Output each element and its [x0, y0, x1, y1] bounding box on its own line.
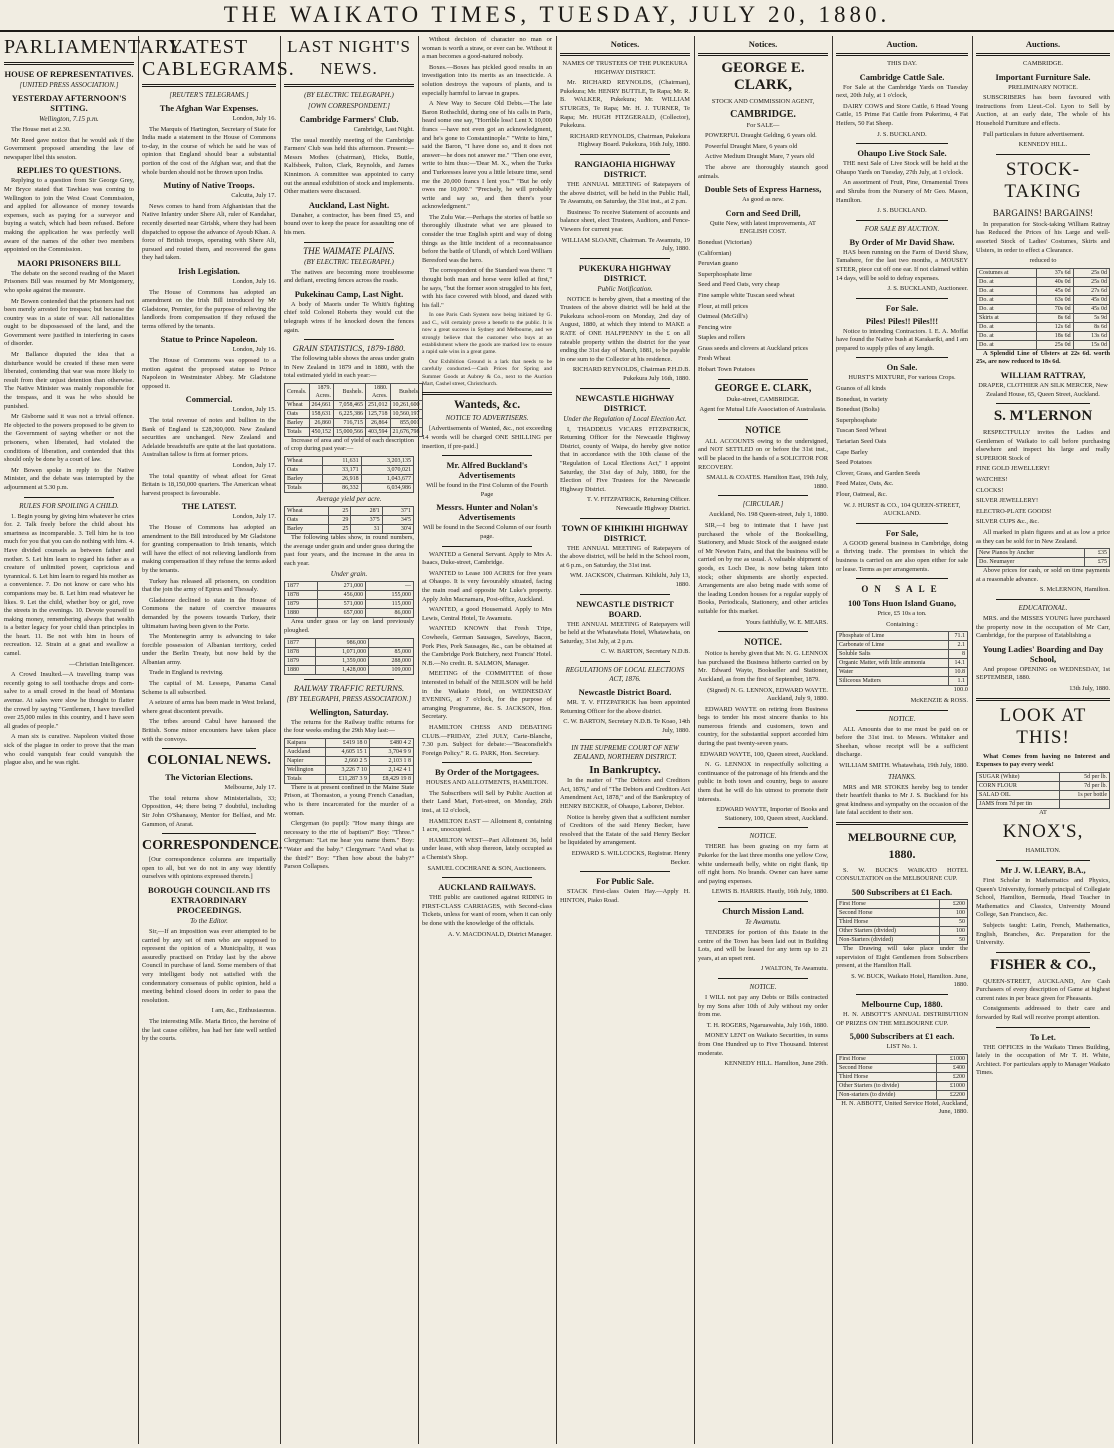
column-rule	[832, 36, 833, 1444]
table-row: Do. at 70s 0d 45s 0d	[977, 304, 1110, 313]
table-row: 1878 1,071,000 85,000	[285, 647, 414, 656]
section-heading: LATEST CABLEGRAMS.	[142, 36, 295, 80]
table-row: Auckland 4,605 15 1 3,704 9 9	[285, 747, 414, 756]
list-item: Clover, Grass, and Garden Seeds	[836, 469, 921, 477]
table-row: SUGAR (White) 5d per lb.	[977, 772, 1110, 781]
column-auction: Auction. THIS DAY. Cambridge Cattle Sale. For Sale at the Cambridge Yards on Tuesday next, 20th July, at 1 o'clock, DAIRY COWS and Store Cattle, 6 Head Young Cattle, 15 Prime Fat Cattle from Pukerimu, 4 Fat Heifers, 50 Fat Sheep. J. S. BUCKLAND. Ohaupo Live Stock Sale. THE next Sale of Live Stock will be held at the Ohaupo Yards on Tuesday, 27th July, at 1 o'clock. An assortment of Fruit, Pine, Ornamental Trees and Shrubs from the Nursery of Mr Geo. Mason, Hamilton. J. S. BUCKLAND. FOR SALE BY AUCTION. By Order of Mr David Shaw. HAS been running on the Farm of David Shaw, Tamahere, for the last two months, a MOUSEY STEER, piece cut off one ear. If not claimed within 14 days, will be sold to defray expenses. J. S. BUCKLAND, Auctioneer. For Sale. Piles! Piles!! Piles!!! Notice to intending Contractors. I. E. A. Moffat have found the Native bush at Karakariki, and I am prepared to supply piles of any length. On Sale. HURST'S MIXTURE, For various Crops. Guanos of all kinds Bonedust, in variety Bonedust (Bolts) Superphosphate Tuscan Seed Wheat Tartarian Seed Oats Cape Barley Seed Potatoes Clover, Grass, and Garden Seeds Feed Maize, Oats, &c. Flour, Oatmeal, &c. W. J. HURST & CO., 104 QUEEN-STREET, AUCKLAND. For Sale, A GOOD general business in Cambridge, doing a thriving trade. The premises in which the business is carried on are also open either for sale or lease. Terms as per arrangements. ON SALE 100 Tons Huon Island Guano, Price, £5 10s a ton. Containing : Phosphate of Lime 71.1 Carbonate of Lime 2.1 Soluble Salts 8 Organic Matter, with little ammonia 14.1 Water 10.8 Siliceous Matters 1.1 100.0 McKENZIE & ROSS. NOTICE. ALL Amounts due to me must be paid on or before the 31st inst. to Messrs. Whitaker and Sheehan, whose receipt will be a sufficient discharge. WILLIAM SMITH. Whatawhata, 19th July, 1880. THANKS. MRS and MR STOKES hereby beg to tender their heartfelt thanks to Mr J. S. Buckland for his great kindness and sympathy on the occasion of the late fatal accident to their son. MELBOURNE CUP, 1880. S. W. BUCK'S WAIKATO HOTEL CONSULTATION on the MELBOURNE CUP. 500 Subscribers at £1 Each. First Horse £200 Second Horse 100 Third Horse 50 Other Starters (divided) 100 Non-Starters (divided) 50 The Drawing will take place under the supervision of Eight Gentlemen from Subscribers present, at the Hamilton Hall. S. W. BUCK, Waikato Hotel, Hamilton. June, 1880. Melbourne Cup, 1880. H. N. ABBOTT'S ANNUAL DISTRIBUTION OF PRIZES ON THE MELBOURNE CUP. 5,000 Subscribers at £1 each. LIST No. 1. First Horse £1000 Second Horse £400 Third Horse £200 Other Starters (to divide) £1000 Non-starters (to divide) £2200 H. N. ABBOTT, United Service Hotel, Auckland, June, 1880.	[836, 39, 968, 1116]
list-item: Grass seeds and clovers at Auckland prices	[698, 344, 809, 352]
knox-name: KNOX'S,	[1002, 821, 1084, 843]
section-heading: CORRESPONDENCE.	[142, 838, 283, 854]
table-row: 1880 1,428,000 109,000	[285, 665, 414, 674]
list-item: Seed Potatoes	[836, 459, 872, 467]
tillage-table	[284, 581, 414, 618]
column-notices-2: Notices. GEORGE E. CLARK, STOCK AND COMMISSION AGENT, CAMBRIDGE. For SALE— POWERFUL Draught Gelding, 6 years old. Powerful Draught Mare, 6 years old Active Medium Draught Mare, 7 years old The above are thoroughly staunch good animals. Double Sets of Express Harness, As good as new. Corn and Seed Drill, Quite New, with latest improvements, AT ENGLISH COST. Bonedust (Victorian) (Californian) Peruvian guano Superphosphate lime Seed and Feed Oats, very cheap Fine sample white Tuscan seed wheat Flour, at mill prices Oatmeal (McGill's) Fencing wire Staples and rollers Grass seeds and clovers at Auckland prices Fresh Wheat Hobart Town Potatoes GEORGE E. CLARK, Duke-street, CAMBRIDGE. Agent for Mutual Life Association of Australasia. NOTICE ALL ACCOUNTS owing to the undersigned, and NOT SETTLED on or before the 31st inst., will be placed in the hands of a SOLICITOR FOR RECOVERY. SMALL & COATES. Hamilton East, 19th July, 1880. [CIRCULAR.] Auckland, No. 198 Queen-street, July 1, 1880. SIR,—I beg to intimate that I have just purchased the whole of the Bookselling, Stationery, and Music Stock of the assigned estate of Mr Newton Fairs, and that the business will be carried on by me as usual. A valuable shipment of goods, ex Loch Dee, is now being taken into stock; other shipments are shortly expected. Arrangements are also being made with some of the leading London houses for a regular supply of Books, Periodicals, Stationery, and other articles suitable for this market. Yours faithfully, W. E. MEARS. NOTICE. Notice is hereby given that Mr. N. G. LENNOX has purchased the Business hitherto carried on by Mr. Edward Wayte, Bookseller and Stationer, Auckland, as from the first of September, 1879. (Signed) N. G. LENNOX, EDWARD WAYTE. Auckland, July 9, 1880. EDWARD WAYTE on retiring from Business begs to tender his most sincere thanks to his numerous friends and customers, town and country, for the substantial support accorded him during the past twenty-seven years. EDWARD WAYTE, 100, Queen street, Auckland. N. G. LENNOX in respectfully soliciting a continuance of the patronage of his friends and the public in both town and country, begs to assure them that he will do his utmost to promote their interests. EDWARD WAYTE, Importer of Books and Stationery, 100, Queen street, Auckland. NOTICE. THERE has been grazing on my farm at Pukerke for the last three months one yellow Cow, white underneath belly, white on right flank, tip off right horn. No brands. Owner can have same and paying expenses. LEWIS B. HARRIS. Hautly, 16th July, 1880. Church Mission Land. Te Awamutu. TENDERS for portion of this Estate in the centre of the Town has been laid out in Building Lots, and will be leased for any term up to 21 years, at an upset rent. J WALTON, Te Awamutu. NOTICE. I WILL not pay any Debts or Bills contracted by my Sons after 10th of July without my order from me. T. H. ROGERS, Ngaruawahia, July 16th, 1880. MONEY LENT on Waikato Securities, in sums from One Hundred up to Five Thousand. Interest moderate. KENNEDY HILL. Hamilton, June 29th.	[698, 39, 828, 1068]
table-row: Second Horse £400	[837, 1063, 968, 1072]
table-row: Phosphate of Lime 71.1	[837, 632, 968, 641]
section-heading: Notices.	[748, 39, 778, 49]
table-row: Third Horse £200	[837, 1072, 968, 1081]
list-item: SILVER CUPS &c., &c.	[976, 518, 1039, 526]
list-item: Oatmeal (McGill's)	[698, 313, 748, 321]
table-row: Totals 450,152 15,000,566 403,594 21,676,798	[285, 427, 423, 436]
subheading: HOUSE OF REPRESENTATIVES.	[4, 69, 134, 79]
table-row: First Horse £1000	[837, 1054, 968, 1063]
table-row: 1879 1,359,000 288,000	[285, 656, 414, 665]
table-row: CORN FLOUR 7d per lb.	[977, 781, 1110, 790]
table-row: Barley 26,918 1,043,677	[285, 475, 414, 484]
list-item: ELECTRO-PLATE GOODS!	[976, 507, 1052, 515]
list-item: Tuscan Seed Wheat	[836, 427, 887, 435]
table-row: Totals £11,287 3 9 £8,429 19 8	[285, 774, 414, 783]
list-item: Staples and rollers	[698, 334, 746, 342]
list-item: Tartarian Seed Oats	[836, 438, 887, 446]
column-rule	[556, 36, 557, 1444]
table-row: Kaipara £419 18 0 £480 4 2	[285, 738, 414, 747]
table-row: New Pianos by Ancher £35	[977, 549, 1110, 558]
stock-taking-title: STOCK-TAKING	[1004, 158, 1082, 202]
table-row: Non-starters (to divide) £2200	[837, 1090, 968, 1099]
table-row: Totals 86,332 6,034,986	[285, 484, 414, 493]
table-row: Do. at 45s 0d 27s 6d	[977, 286, 1110, 295]
table-row: Wheat 11,631 3,203,135	[285, 457, 414, 466]
table-row: Water 10.8	[837, 668, 968, 677]
column-rule	[418, 36, 419, 1444]
section-heading: COLONIAL NEWS.	[147, 753, 271, 769]
goods-list	[698, 239, 828, 375]
analysis-table	[836, 631, 968, 686]
list-item: Superphosphate	[836, 416, 877, 424]
table-row: Other Starters (to divide) £1000	[837, 1081, 968, 1090]
column-cablegrams: LATEST CABLEGRAMS. [REUTER'S TELEGRAMS.] The Afghan War Expenses. London, July 16. The Marquis of Hartington, Secretary of State for India made a statement in the House of Commons to-day, in the course of which he said he was of opinion that England should bear a substantial portion of the cost of the Afghan war, and that the whole burden should not be thrown upon India. Mutiny of Native Troops. Calcutta, July 17. News comes to hand from Afghanistan that the Native Infantry under Shere Ali, ruler of Kandahar, recently deserted near Girishk, where they had been dispatched to oppose the advance of Ayoub Khan. A force of British troops, operating with Shere Ali, pursued and routed them, and recovered the guns they had taken. Irish Legislation. London, July 16. The House of Commons has adopted an amendment on the Irish Bill introduced by Mr Gladstone, Premier, for the purpose of relieving the landlords from compensation if they refused the terms offered by the tenants. Statue to Prince Napoleon. London, July 16. The House of Commons was opposed to a motion against the proposed statue to Prince Napoleon in Westminster Abbey. Mr Gladstone opposed it. Commercial. London, July 15. The total revenue of notes and bullion in the Bank of England is £28,300,000. New Zealand securities are unchanged. New Zealand and Adelaide breadstuffs are quite at the last quotations. Australian tallow is firm at former prices. London, July 17. The total quantity of wheat afloat for Great Britain is 18,150,000 quarters. The American wheat harvest prospect is favourable. THE LATEST. London, July 17. The House of Commons has adopted an amendment to the Bill introduced by Mr Gladstone for granting compensation to Irish tenants, which will have the effect of not relieving landlords from making compensation if they refuse the terms asked by the tenants. Turkey has released all prisoners, on condition that the join the army of Epirus and Thessaly. Gladstone declined to state in the House of Commons the nature of coercive measures demanded by the powers towards Turkey, their ultimatum having been given to the Porte. The Montenegrin army is advancing to take forcible possession of Albanian territory, ceded under the Berlin Treaty, but now held by the Albanian army. Trade in England is reviving. The capital of M. Lesseps, Panama Canal Scheme is all subscribed. A seizure of arms has been made in West Ireland, where great discontent prevails. The tribes around Cabul have harassed the British. Some minor encounters have taken place with the convoys. COLONIAL NEWS. The Victorian Elections. Melbourne, July 17. The total returns show Ministerialists, 33; Opposition, 44; there being 7 doubtful, including Sir John O'Shanassy, Mentor for Belfast, and Mr. Gammon, of Ararat. CORRESPONDENCE. [Our correspondence columns are impartially open to all, but we do not in any way identify ourselves with opinions expressed therein.] BOROUGH COUNCIL AND ITS EXTRAORDINARY PROCEEDINGS. To the Editor. Sir,—If an imposition was ever attempted to be carried by any set of men who are supposed to represent the opinion of a Municipality, it was assuredly practised on Friday last by the above Council in purchase of land. Some members of that very intelligent body not satisfied with the condemnatory consensus of public opinion, held a meeting behind closed doors in order to pass the resolution. I am, &c., Enthusiasmus. The interesting Mlle. Maria Brico, the heroine of the last cause célèbre, has had her fate well settled by the courts.	[142, 36, 295, 1043]
table-row: Wellington 3,226 7 10 2,142 4 1	[285, 765, 414, 774]
list-item: Cape Barley	[836, 448, 868, 456]
table-row: Napier 2,660 2 5 2,103 1 8	[285, 756, 414, 765]
list-item: Bonedust (Victorian)	[698, 238, 752, 246]
yield-table	[284, 506, 414, 534]
prize-table-2	[836, 1054, 968, 1100]
jeweller-name: S. M'LERNON	[993, 408, 1093, 425]
column-rule	[138, 36, 139, 1444]
list-item: Flour, at mill prices	[698, 302, 749, 310]
section-heading: Notices.	[610, 39, 640, 49]
increase-table	[284, 456, 414, 493]
table-row: Oats 158,631 6,225,386 125,718 10,560,197	[285, 409, 423, 418]
list-item: Bonedust (Bolts)	[836, 406, 880, 414]
table-row: Other Starters (divided) 100	[837, 927, 968, 936]
look-at-this-title: LOOK AT THIS!	[999, 704, 1087, 748]
column-auctions: Auctions. CAMBRIDGE. Important Furniture Sale. PRELIMINARY NOTICE. SUBSCRIBERS has been favoured with instructions from Lieut.-Col. Lyon to Sell by Auction, at an early date, The whole of his Household Furniture and effects. Full particulars in future advertisement. KENNEDY HILL. STOCK-TAKING BARGAINS! BARGAINS! In preparation for Stock-taking William Rattray has Reduced the Prices of his Large and well-assorted Stock of Ladies' Costumes, Skirts and Ulsters, in order to effect a Clearance. reduced to Costumes at 37s 6d 25s 0d Do. at 40s 0d 25s 0d Do. at 45s 0d 27s 6d Do. at 63s 0d 45s 0d Do. at 70s 0d 45s 0d Skirts at 8s 6d 5s 9d Do. at 12s 6d 8s 6d Do. at 18s 6d 13s 6d Do. at 25s 0d 15s 0d A Splendid Line of Ulsters at 22s 6d. worth 25s, are now reduced to 18s 6d. WILLIAM RATTRAY, DRAPER, CLOTHIER AN SILK MERCER, New Zealand House, 65, Queen Street, Auckland. S. M'LERNON RESPECTFULLY invites the Ladies and Gentlemen of Waikato to call before purchasing elsewhere and inspect his large and really SUPERIOR Stock of FINE GOLD JEWELLERY! WATCHES! CLOCKS! SILVER JEWELLERY! ELECTRO-PLATE GOODS! SILVER CUPS &c., &c. All marked in plain figures and at as low a price as they can be sold for in New Zealand. New Pianos by Ancher £35 Do. Neumayer £75 Above prices for cash, or sold on time payments at a reasonable advance. S. McLERNON, Hamilton. EDUCATIONAL. MRS. and the MISSES YOUNG have purchased the property now in the occupation of Mr Carr, Cambridge, for the purpose of Establishing a Young Ladies' Boarding and Day School, And propose OPENING on WEDNESDAY, 1st SEPTEMBER, 1880. 13th July, 1880. LOOK AT THIS! What Comes from having no Interest and Expenses to pay every week! SUGAR (White) 5d per lb. CORN FLOUR 7d per lb. SALAD OIL 1s per bottle JAMS from 7d per tin AT KNOX'S, HAMILTON. Mr J. W. LEARY, B.A., First Scholar in Mathematics and Physics, Queen's University, formerly principal of Collegiate School, Hamilton, Bermuda, Head Teacher in Mathematics and Classics, University Mound College, San Francisco, &c. Subjects taught: Latin, French, Mathematics, English, Branches, &c. Preparation for the University. FISHER & CO., QUEEN-STREET, AUCKLAND, Are Cash Purchasers of every description of Game at highest current rates in per brace given for Pheasants. Consignments addressed to their care and forwarded by Rail will receive prompt attention. To Let. THE OFFICES in the Waikato Times Building, lately in the occupation of Mr T. H. White, Architect. For particulars apply to Manager Waikato Times.	[976, 39, 1110, 1077]
masthead-title: THE WAIKATO TIMES, TUESDAY, JULY 20, 1880.	[0, 0, 1114, 32]
table-row: Wheat 25 28'1 37'1	[285, 507, 414, 516]
table-row: Do. at 63s 0d 45s 0d	[977, 295, 1110, 304]
section-heading: Wanteds, &c.	[453, 399, 521, 412]
list-item: Fresh Wheat	[698, 355, 731, 363]
table-row: JAMS from 7d per tin	[977, 799, 1110, 808]
list-item: Hobart Town Potatoes	[698, 366, 755, 374]
table-row: 1877 271,000 —	[285, 582, 414, 591]
section-heading: Auctions.	[1025, 39, 1061, 49]
table-row: Soluble Salts 8	[837, 650, 968, 659]
costume-price-table	[976, 268, 1110, 350]
table-row: 1880 657,000 86,000	[285, 609, 414, 618]
list-item: Feed Maize, Oats, &c.	[836, 480, 894, 488]
table-row: Non-Starters (divided) 50	[837, 936, 968, 945]
table-row: Do. at 40s 0d 25s 0d	[977, 277, 1110, 286]
table-row: Third Horse 50	[837, 918, 968, 927]
list-item: SILVER JEWELLERY!	[976, 497, 1039, 505]
table-row: SALAD OIL 1s per bottle	[977, 790, 1110, 799]
table-row: Do. at 18s 6d 13s 6d	[977, 331, 1110, 340]
jewellery-list	[976, 465, 1110, 527]
table-row: Oats 33,171 3,070,021	[285, 466, 414, 475]
manures-list	[836, 385, 968, 500]
list-item: CLOCKS!	[976, 486, 1004, 494]
table-row: 1878 456,000 155,000	[285, 591, 414, 600]
table-header: Cereals. 1879. Acres. Bushels. 1880. Acres. Bushels.	[285, 383, 423, 400]
list-item: Fine sample white Tuscan seed wheat	[698, 291, 795, 299]
column-parliamentary: PARLIAMENTARY. HOUSE OF REPRESENTATIVES. [UNITED PRESS ASSOCIATION.] YESTERDAY AFTERNOON'S SITTING. Wellington, 7.15 p.m. The House met at 2.30. Mr Reed gave notice that he would ask if the Government proposed amending the law of newspaper libel this session. REPLIES TO QUESTIONS. Replying to a question from Sir George Grey, Mr Bryce stated that Tawhiao was coming to Wellington to join the West Coast Commission, and applied for allowance of money towards expenses, such as paying for a surveyor and buying a watch, which had been refused. Before making the application he was perfectly well aware of the names of the other two members appointed on the Commission. MAORI PRISONERS BILL The debate on the second reading of the Maori Prisoners Bill was resumed by Mr Montgomery, who spoke against the measure. Mr Bowen contended that the prisoners had not been merely arrested for trespass; but because the country was in a state of war. All nationalities ought to be dispossessed of the land, and the Government were justified in interfering in cases of disorder. Mr Ballance disputed the idea that a disturbance would be created if these men were liberated, contending that war was more likely to result from their unjust detention than otherwise. The Native Minister was mainly responsible for the trespass, and it was he who should be punished. Mr Gisborne said it was not a trivial offence. He objected to the powers proposed to be given to the Government of saying whether or not the prisoners, when liberated, had violated the conditions of liberation, and contended that this should only be done by a court of law. Mr Bowen spoke in reply to the Native Minister, and the debate was interrupted by the adjournment at 5.30 p.m. RULES FOR SPOILING A CHILD. 1. Begin young by giving him whatever he cries for. 2. Talk freely before the child about his smartness as incomparable. 3. Tell him he is too much for you that you can do nothing with him. 4. Have divided counsels as between father and mother. 5. Let him learn to regard his father as a creature of unlimited power, capricious and tyrannical. 6. Let him learn to regard his mother as a convenience. 7. Do not know or care who his companions may be. 8. Let him read whatever he likes. 9. Let the child, whether boy or girl, rove the streets in the evenings. 10. Devote yourself to making money, remembering always that wealth is a better legacy for your child than principles in the heart. 11. Be not with him in hours of recreation. 12. Strain at a gnat and swallow a camel. —Christian Intelligencer. A Crowd Insulted.—A travelling tramp was recently going to sell toothache drops and corn-salve to a small crowd in the head of Montana avenue. At sales were slow he thought to flatter the crowd by saying "Gentlemen, I have travelled over 25,000 miles in this country, and I have seen all grades of people." A man six is curative. Napoleon visited those sick of the plague in order to prove that the man who could vanquish fear could vanquish the plague also, and he was right.	[4, 36, 187, 767]
advertiser-name: GEORGE E. CLARK,	[721, 60, 805, 93]
column-rule	[280, 36, 281, 1444]
list-item: Guanos of all kinds	[836, 385, 886, 393]
section-heading: Auction.	[886, 39, 918, 49]
column-rule	[972, 36, 973, 1444]
table-row: 1879 571,000 115,000	[285, 600, 414, 609]
list-item: WATCHES!	[976, 476, 1008, 484]
list-item: Bonedust, in variety	[836, 395, 888, 403]
table-row: Do. at 25s 0d 15s 0d	[977, 340, 1110, 349]
table-row: Skirts at 8s 6d 5s 9d	[977, 313, 1110, 322]
table-row: Wheat 264,661 7,058,465 251,012 10,261,600	[285, 400, 423, 409]
table-row: Barley 25 31 30'4	[285, 525, 414, 534]
list-item: Peruvian guano	[698, 260, 738, 268]
table-row: Carbonate of Lime 2.1	[837, 641, 968, 650]
table-row: Do. Neumayer £75	[977, 558, 1110, 567]
column-notices-1: Notices. NAMES OF TRUSTEES OF THE PUKEKURA HIGHWAY DISTRICT. Mr. RICHARD REYNOLDS, (Chairman), Pukekura; Mr. HENRY BUTTLE, Te Rapa; Mr. R. B. WALKER, Pukekura; Mr. WILLIAM STURGES, Te Rapa; Mr. H. J. TURNER, Te Rapa; Mr. HUGH FITZGERALD, (Collector), Pukekura. RICHARD REYNOLDS, Chairman, Pukekura Highway Board. Pukekura, 16th July, 1880. RANGIAOHIA HIGHWAY DISTRICT. THE ANNUAL MEETING of Ratepayers of the above district, will be held in the Public Hall, Te Awamutu, on Saturday, the 31st inst., at 2 p.m. Business: To receive Statement of accounts and balance sheet, elect Trustees, Auditors, and Fence-Viewers for current year. WILLIAM SLOANE, Chairman. Te Awamutu, 19 July, 1880. PUKEKURA HIGHWAY DISTRICT. Public Notification. NOTICE is hereby given, that a meeting of the Trustees of the above district will be held at the Pukekura school-room on Monday, 2nd day of August, 1880, at which they intend to MAKE a RATE of ONE HALFPENNY in the £ on all rateable property within the district for the year ending the 31st day of March, 1881, to be payable in one sum to the Collector at his residence. RICHARD REYNOLDS, Chairman P.H.D.B. Pukekura July 16th, 1880. NEWCASTLE HIGHWAY DISTRICT. Under the Regulation of Local Election Act. I, THADDEUS VICARS FITZPATRICK, Returning Officer for the Newcastle Highway District, county of Waipa, do hereby give notice that in accordance with the 10th clause of the "Regulation of Local Elections Act," I appoint Saturday, the 31st day of July, 1880, for the Election of Five Trustees for the Newcastle Highway District. T. V. FITZPATRICK, Returning Officer. Newcastle Highway District. TOWN OF KIHIKIHI HIGHWAY DISTRICT. THE ANNUAL MEETING of Ratepayers of the above district, will be held in the School room, at 6 p.m., on Saturday, the 31st inst. WM. JACKSON, Chairman. Kihikihi, July 13, 1880. NEWCASTLE DISTRICT BOARD. THE ANNUAL MEETING of Ratepayers will be held at the Whatawhata Hotel, Whatawhata, on Saturday, 31st July, at 2 p.m. C. W. BARTON, Secretary N.D.B. REGULATIONS OF LOCAL ELECTIONS ACT, 1876. Newcastle District Board. MR. T. V. FITZPATRICK has been appointed Returning Officer for the above district. C. W. BARTON, Secretary N.D.B. Te Koao, 14th July, 1880. IN THE SUPREME COURT OF NEW ZEALAND, NORTHERN DISTRICT. In Bankruptcy. In the matter of "The Debtors and Creditors Act, 1876," and of "The Debtors and Creditors Act Amendment Act, 1878," and of the Bankruptcy of HENRY BECKER, of Ohaupo, Laborer, Debtor. Notice is hereby given that a sufficient number of Creditors of the said Henry Becker, have resolved that the Estate of the said Henry Becker be liquidated by arrangement. EDWARD S. WILLCOCKS, Registrar. Henry Becker. For Public Sale. STACK First-class Oaten Hay.—Apply H. HINTON, Piako Road.	[560, 39, 690, 904]
section-heading: LAST NIGHT'S NEWS.	[287, 37, 411, 78]
list-item: (Californian)	[698, 249, 732, 257]
list-item: Fencing wire	[698, 323, 732, 331]
column-rule	[694, 36, 695, 1444]
table-row: Oats 29 37'5 34'5	[285, 516, 414, 525]
fisher-name: FISHER & CO.,	[990, 956, 1096, 973]
section-heading: PARLIAMENTARY.	[4, 36, 187, 58]
table-row: First Horse £200	[837, 900, 968, 909]
table-row: Organic Matter, with little ammonia 14.1	[837, 659, 968, 668]
list-item: Seed and Feed Oats, very cheap	[698, 281, 780, 289]
column-misc: Without decision of character no man or woman is worth a straw, or ever can be. Without it a man becomes a good-natured nobody. Boxes.—Boxes has pickled good results in an investigation into its merits as an insecticide. A solution destroys the vapours of plants, and is especially harmful to larvae in grapes. A New Way to Secure Old Debts.—The late Baron Rothschild, during one of his calls in Paris, heard some one say, "Horrible loss! Lent X 10,000 francs —have not even got an acknowledgment, and he's gone to Constantinople." "Write to him," said the Baron, "I have done so, and it does not answer—he does not answer me." "Then one ever, write to him thus:—'Dear M. X., when the Turks and Turkeesses leave you a little leisure time, send me the 20,000 francs I lent you.'" "But he only owes me 10,000." "Precisely, he will probably write and say so, and then there's your acknowledgment." The Zulu War.—Perhaps the stories of battle so thoroughly illustrate what we are pleased to consider the true English spirit and way of doing things as the little incident of a reconnaissance before the battle of Ulundi, of which Lord William Beresford was the hero. The correspondent of the Standard was there: "I thought both man and horse were killed at first," he says, "but the former soon struggled to his feet, with his face covered with blood, and dazed with his fall." In one Paris Cash System now being initiated by G. and C., will certainly prove a benefit to the public. It is now a great success in Sydney and Melbourne, and we strongly believe that the customer who buys at an establishment where the goods are marked low to ensure a rapid sale wins in a great game. Our Exhibition Ground is a lark that needs to be carefully conducted.—Cash Prices for Spring and Summer Goods at Aubrey & Co., next to the Auction Mart, Cashel street, Christchurch. Wanteds, &c. NOTICE TO ADVERTISERS. [Advertisements of Wanted, &c., not exceeding 14 words will be charged ONE SHILLING per insertion, if pre-paid.] Mr. Alfred Buckland's Advertisements Will be found in the First Column of the Fourth Page Messrs. Hunter and Nolan's Advertisements Will be found in the Second Column of our fourth page. WANTED a General Servant. Apply to Mrs A. Isaacs, Duke-street, Cambridge. WANTED to Lease 100 ACRES for five years at Ohaupo. It is very favourably situated, facing the main road and opposite Mr Luke's property. Apply John Macnamara, Post-office, Auckland. WANTED, a good Housemaid. Apply to Mrs Lewis, Central Hotel, Te Awamutu. WANTED KNOWN that Fresh Tripe, Cowheels, German Sausages, Saveloys, Bacon, Pork Pies, Pork Sausages, &c., can be obtained at the Cambridge Pork Butchery, next Francis' Hotel. N.B.—No credit. R. SALMON, Manager. MEETING of the COMMITTEE of those interested in behalf of the NEILSON will be held in the Waikato Hotel, on WEDNESDAY EVENING, at 7 o'clock, for the purpose of arranging Programme, &c. S. JACKSON, Hon. Secretary. HAMILTON CHESS AND DEBATING CLUB.—FRIDAY, 23rd JULY, Carte-Blanche, 7.30 p.m. Subject for debate:—"Beaconsfield's Foreign Policy." R. G. PARK, Hon. Secretary. By Order of the Mortgagees. HOUSES AND ALLOTMENTS, HAMILTON. The Subscribers will Sell by Public Auction at their Land Mart, Fort-street, on Monday, 26th inst., at 12 o'clock, HAMILTON EAST — Allotment 8, containing 1 acre, unoccupied. HAMILTON WEST—Part Allotment 36, held under lease, with shop thereon, lately occupied as a Chemist's Shop. SAMUEL COCHRANE & SON, Auctioneers. AUCKLAND RAILWAYS. THE public are cautioned against RIDING in FIRST-CLASS CARRIAGES, with Second-class Tickets, unless for want of room, when it can only be done with the knowledge of the officials. A. V. MACDONALD, District Manager.	[422, 36, 552, 938]
railway-table	[284, 738, 414, 784]
piano-table	[976, 548, 1110, 567]
table-row: Do. at 12s 6d 8s 6d	[977, 322, 1110, 331]
list-item: FINE GOLD JEWELLERY!	[976, 465, 1050, 473]
table-row: Second Horse 100	[837, 909, 968, 918]
table-row: 1877 986,000	[285, 638, 414, 647]
list-item: Superphosphate lime	[698, 270, 752, 278]
grocery-price-table	[976, 772, 1110, 809]
grass-table	[284, 638, 414, 675]
table-row: Siliceous Matters 1.1	[837, 677, 968, 686]
prize-table	[836, 899, 968, 945]
column-last-night-news: LAST NIGHT'S NEWS. (BY ELECTRIC TELEGRAPH.) [OWN CORRESPONDENT.] Cambridge Farmers' Club. Cambridge, Last Night. The usual monthly meeting of the Cambridge Farmers' Club was held this afternoon. Present:—Messrs Mothes (chairman), Hicks, Buttle, Kalfsbeek, Fulton, Clark, Reynolds, and James Kinnimon. A committee was appointed to carry out the annual exhibition of stock and implements. Other matters were discussed. Auckland, Last Night. Danaher, a contractor, has been fined £5, and bound over to keep the peace for assaulting one of his men. THE WAIMATE PLAINS. (BY ELECTRIC TELEGRAPH.) The natives are becoming more troublesome and defiant, erecting fences across the roads. Pukekinau Camp, Last Night. A body of Maoris under Te Whiti's fighting chief told Colonel Roberts they would cut the telegraph wires if he knocked down the fences again. GRAIN STATISTICS, 1879-1880. The following table shows the areas under grain in New Zealand in 1879 and in 1880, with the total estimated yield in each year:— Cereals. 1879. Acres. Bushels. 1880. Acres. Bushels. Wheat 264,661 7,058,465 251,012 10,261,600 Oats 158,631 6,225,386 125,718 10,560,197 Barley 26,860 716,715 26,864 855,001 Totals 450,152 15,000,566 403,594 21,676,798 Increase of area and of yield of each description of crop during past year:— Wheat 11,631 3,203,135 Oats 33,171 3,070,021 Barley 26,918 1,043,677 Totals 86,332 6,034,986 Average yield per acre. Wheat 25 28'1 37'1 Oats 29 37'5 34'5 Barley 25 31 30'4 The following tables show, in round numbers, the average under grain and under grass during the past four years, and the increase in the area in each year. Under grain. 1877 271,000 — 1878 456,000 155,000 1879 571,000 115,000 1880 657,000 86,000 Area under grass or lay on land previously ploughed. 1877 986,000 1878 1,071,000 85,000 1879 1,359,000 288,000 1880 1,428,000 109,000 RAILWAY TRAFFIC RETURNS. [BY TELEGRAPH, PRESS ASSOCIATION.] Wellington, Saturday. The returns for the Railway traffic returns for the four weeks ending the 29th May last:— Kaipara £419 18 0 £480 4 2 Auckland 4,605 15 1 3,704 9 9 Napier 2,660 2 5 2,103 1 8 Wellington 3,226 7 10 2,142 4 1 Totals £11,287 3 9 £8,429 19 8 There is at present confined in the Maine State Prison, at Thomaston, a young French Canadian, who is there incarcerated for the murder of a woman. Clergyman (to pupil): "How many things are necessary to the rite of baptism?" Boy: "Three." Clergyman: "Let me hear you name them." Boy: "Water and the baby." Clergyman: "And what is the third?" Boy: "Then how about the baby?" Parson Collapses.	[284, 36, 414, 1442]
grain-table	[284, 383, 423, 437]
list-item: Flour, Oatmeal, &c.	[836, 491, 888, 498]
table-row: Barley 26,860 716,715 26,864 855,001	[285, 418, 423, 427]
table-row: Costumes at 37s 6d 25s 0d	[977, 268, 1110, 277]
